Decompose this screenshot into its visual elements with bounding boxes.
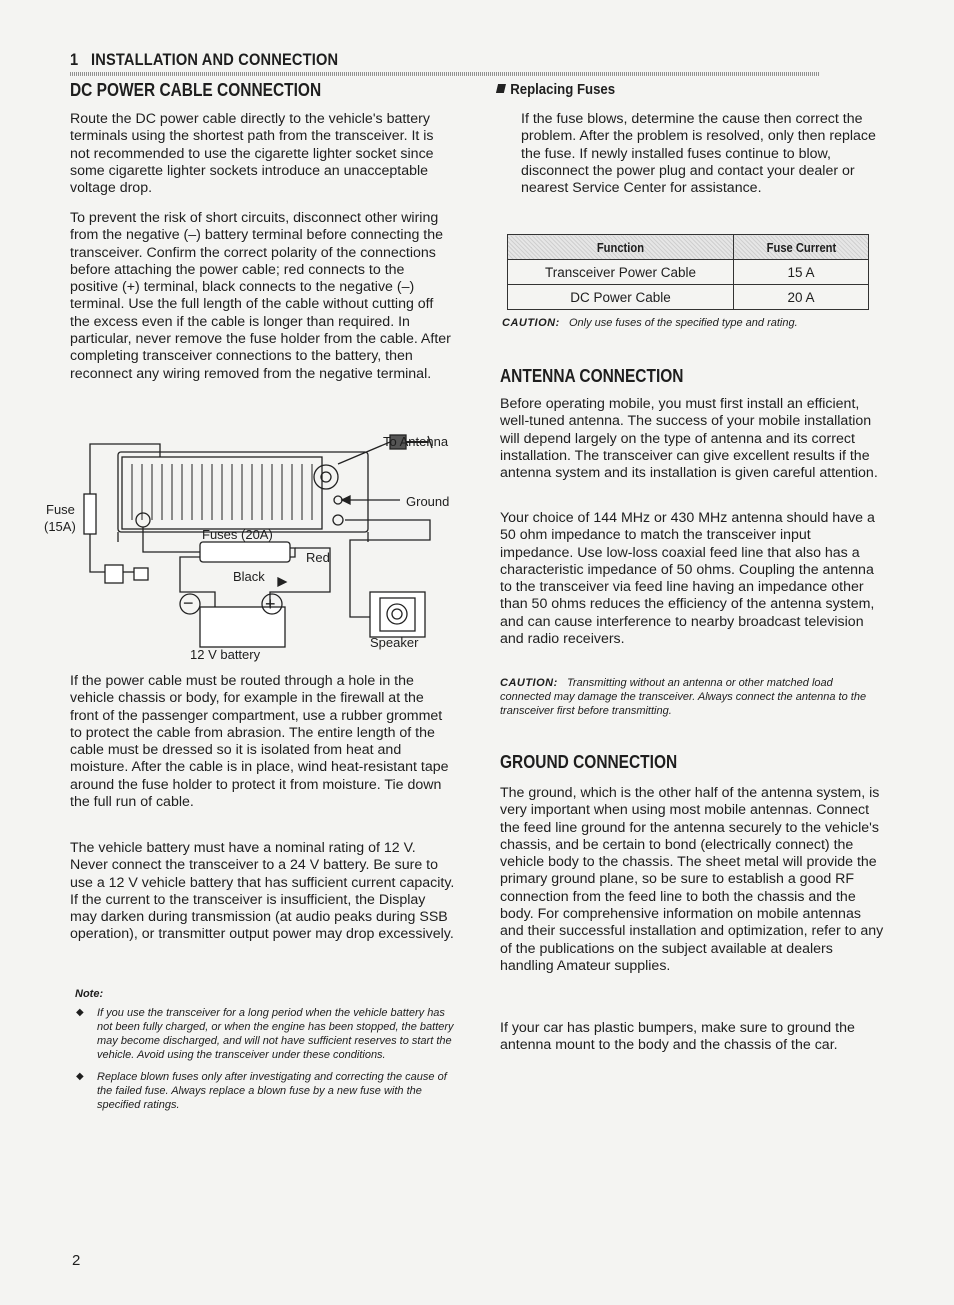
fuse-holder: [84, 494, 96, 534]
dc-plug: [105, 565, 123, 583]
label-minus: −: [183, 593, 194, 613]
fuse-table-header-current: Fuse Current: [734, 235, 869, 260]
dc-jack: [136, 513, 150, 527]
table-row: Transceiver Power Cable 15 A: [508, 260, 869, 285]
label-ground: Ground: [406, 494, 450, 509]
label-plus: +: [265, 594, 276, 614]
label-to-antenna: To Antenna: [383, 434, 449, 449]
label-black: Black: [233, 569, 265, 584]
antenna-socket: [314, 465, 338, 489]
label-fuse: Fuse: [46, 502, 75, 517]
wiring-diagram: [40, 402, 470, 667]
label-fuses-20a: Fuses (20A): [202, 527, 273, 542]
fuse-pair: [200, 542, 290, 562]
power-cable: [143, 527, 200, 552]
antenna-para-2: Your choice of 144 MHz or 430 MHz antenna should have a 50 ohm impedance to match the transceiver input impedance. Use low-loss coaxial feed line that also has a characteristic impedance of 50 ohms. Coupling the antenna to the transceiver via feed line having an impedance other than 50 ohms reduces the efficiency of the antenna system, and can cause interference to nearby broadcast television and radio receivers.: [500, 510, 875, 648]
fuse-table-header-function: Function: [508, 235, 734, 260]
dc-power-para-2: To prevent the risk of short circuits, disconnect other wiring from the negative (–) battery terminal before connecting the transceiver. Confirm the correct polarity of the connections before attaching the power cable; red connects to the positive (+) terminal, black connects to the negative (–) terminal. Use the full length of the cable without cutting off the excess even if the cable is longer than required. In particular, never remove the fuse holder from the cable. After completing transceiver connections to the battery, then reconnect any wiring removed from the negative terminal.: [70, 210, 451, 382]
transceiver-body: [118, 452, 368, 532]
ground-para-1: The ground, which is the other half of the antenna system, is very important when using most mobile antennas. Connect the feed line ground for the antenna securely to the vehicle's chassis, and be certain to bond (electrically connect) the vehicle body to the chassis. The sheet metal will provide the primary ground plane, so be sure to establish a good RF connection from the feed line to both the chassis and the body. For comprehensive information on mobile antennas and their successful installation and optimization, refer to any of the publications on the subject available at dealers handling Amateur supplies.: [500, 785, 884, 974]
label-red: Red: [306, 550, 330, 565]
note-item: ◆ Replace blown fuses only after investigating and correcting the cause of the failed fuse. Always replace a blown fuse by a new fuse with the specified ratings.: [76, 1070, 461, 1112]
dc-power-para-3: If the power cable must be routed through a hole in the vehicle chassis or body, for example in the firewall at the front of the passenger compartment, use a rubber grommet to protect the cable from abrasion. The entire length of the cable must be dressed so it is isolated from heat and moisture. After the cable is in place, wind heat-resistant tape around the fuse holder to protect it from moisture. Tie down the full run of cable.: [70, 673, 449, 811]
heatsink-fins: [132, 464, 312, 520]
antenna-para-1: Before operating mobile, you must first install an efficient, well-tuned antenna. The success of your mobile installation will depend largely on the type of antenna and its correct installation. The transceiver can give excellent results if the antenna system and its installation is given careful attention.: [500, 396, 878, 482]
ground-heading: GROUND CONNECTION: [500, 752, 678, 772]
label-fuse-rating: (15A): [44, 519, 76, 534]
note-title: Note:: [75, 988, 104, 1000]
ground-para-2: If your car has plastic bumpers, make sure to ground the antenna mount to the body and the chassis of the car.: [500, 1020, 855, 1054]
dc-power-para-4: The vehicle battery must have a nominal rating of 12 V. Never connect the transceiver to a 24 V battery. Be sure to use a 12 V vehicle battery that has sufficient current capacity. If the current to the transceiver is insufficient, the Display may darken during transmission (at audio peaks during SSB operation), or transmitter output power may drop excessively.: [70, 840, 455, 943]
table-row: DC Power Cable 20 A: [508, 285, 869, 310]
antenna-caution: CAUTION: Transmitting without an antenna or other matched load connected may damage the transceiver. Always connect the antenna to the transceiver first before transmitting.: [500, 677, 867, 717]
note-item: ◆ If you use the transceiver for a long period when the vehicle battery has not been fully charged, or when the engine has been stopped, the battery may become discharged, and will not have sufficient reserves to start the vehicle. Avoid using the transceiver under these conditions.: [76, 1006, 461, 1062]
speaker-jack: [333, 515, 343, 525]
speaker-box: [370, 592, 425, 637]
replacing-fuses-heading: Replacing Fuses: [497, 81, 615, 98]
square-bullet-icon: [496, 84, 506, 93]
section-header: [70, 50, 715, 70]
label-battery: 12 V battery: [190, 647, 261, 662]
replacing-fuses-text: If the fuse blows, determine the cause then correct the problem. After the problem is resolved, only then replace the fuse. If newly installed fuses continue to blow, disconnect the power plug and contact your dealer or nearest Service Center for assistance.: [521, 111, 876, 197]
note-list: [76, 1006, 461, 1120]
antenna-heading: ANTENNA CONNECTION: [500, 366, 684, 386]
dc-power-para-1: Route the DC power cable directly to the vehicle's battery terminals using the shortest path from the transceiver. It is not recommended to use the cigarette lighter socket since some cigarette lighter sockets introduce an unacceptable voltage drop.: [70, 111, 434, 197]
section-number: 1: [70, 50, 79, 69]
fuse-table: [507, 234, 869, 310]
fuse-caution: CAUTION: Only use fuses of the specified type and rating.: [502, 317, 798, 329]
section-title: INSTALLATION AND CONNECTION: [91, 50, 339, 69]
label-speaker: Speaker: [370, 635, 419, 650]
page-number: 2: [72, 1252, 81, 1269]
dc-power-heading: DC POWER CABLE CONNECTION: [70, 80, 322, 100]
header-rule: [70, 72, 820, 76]
